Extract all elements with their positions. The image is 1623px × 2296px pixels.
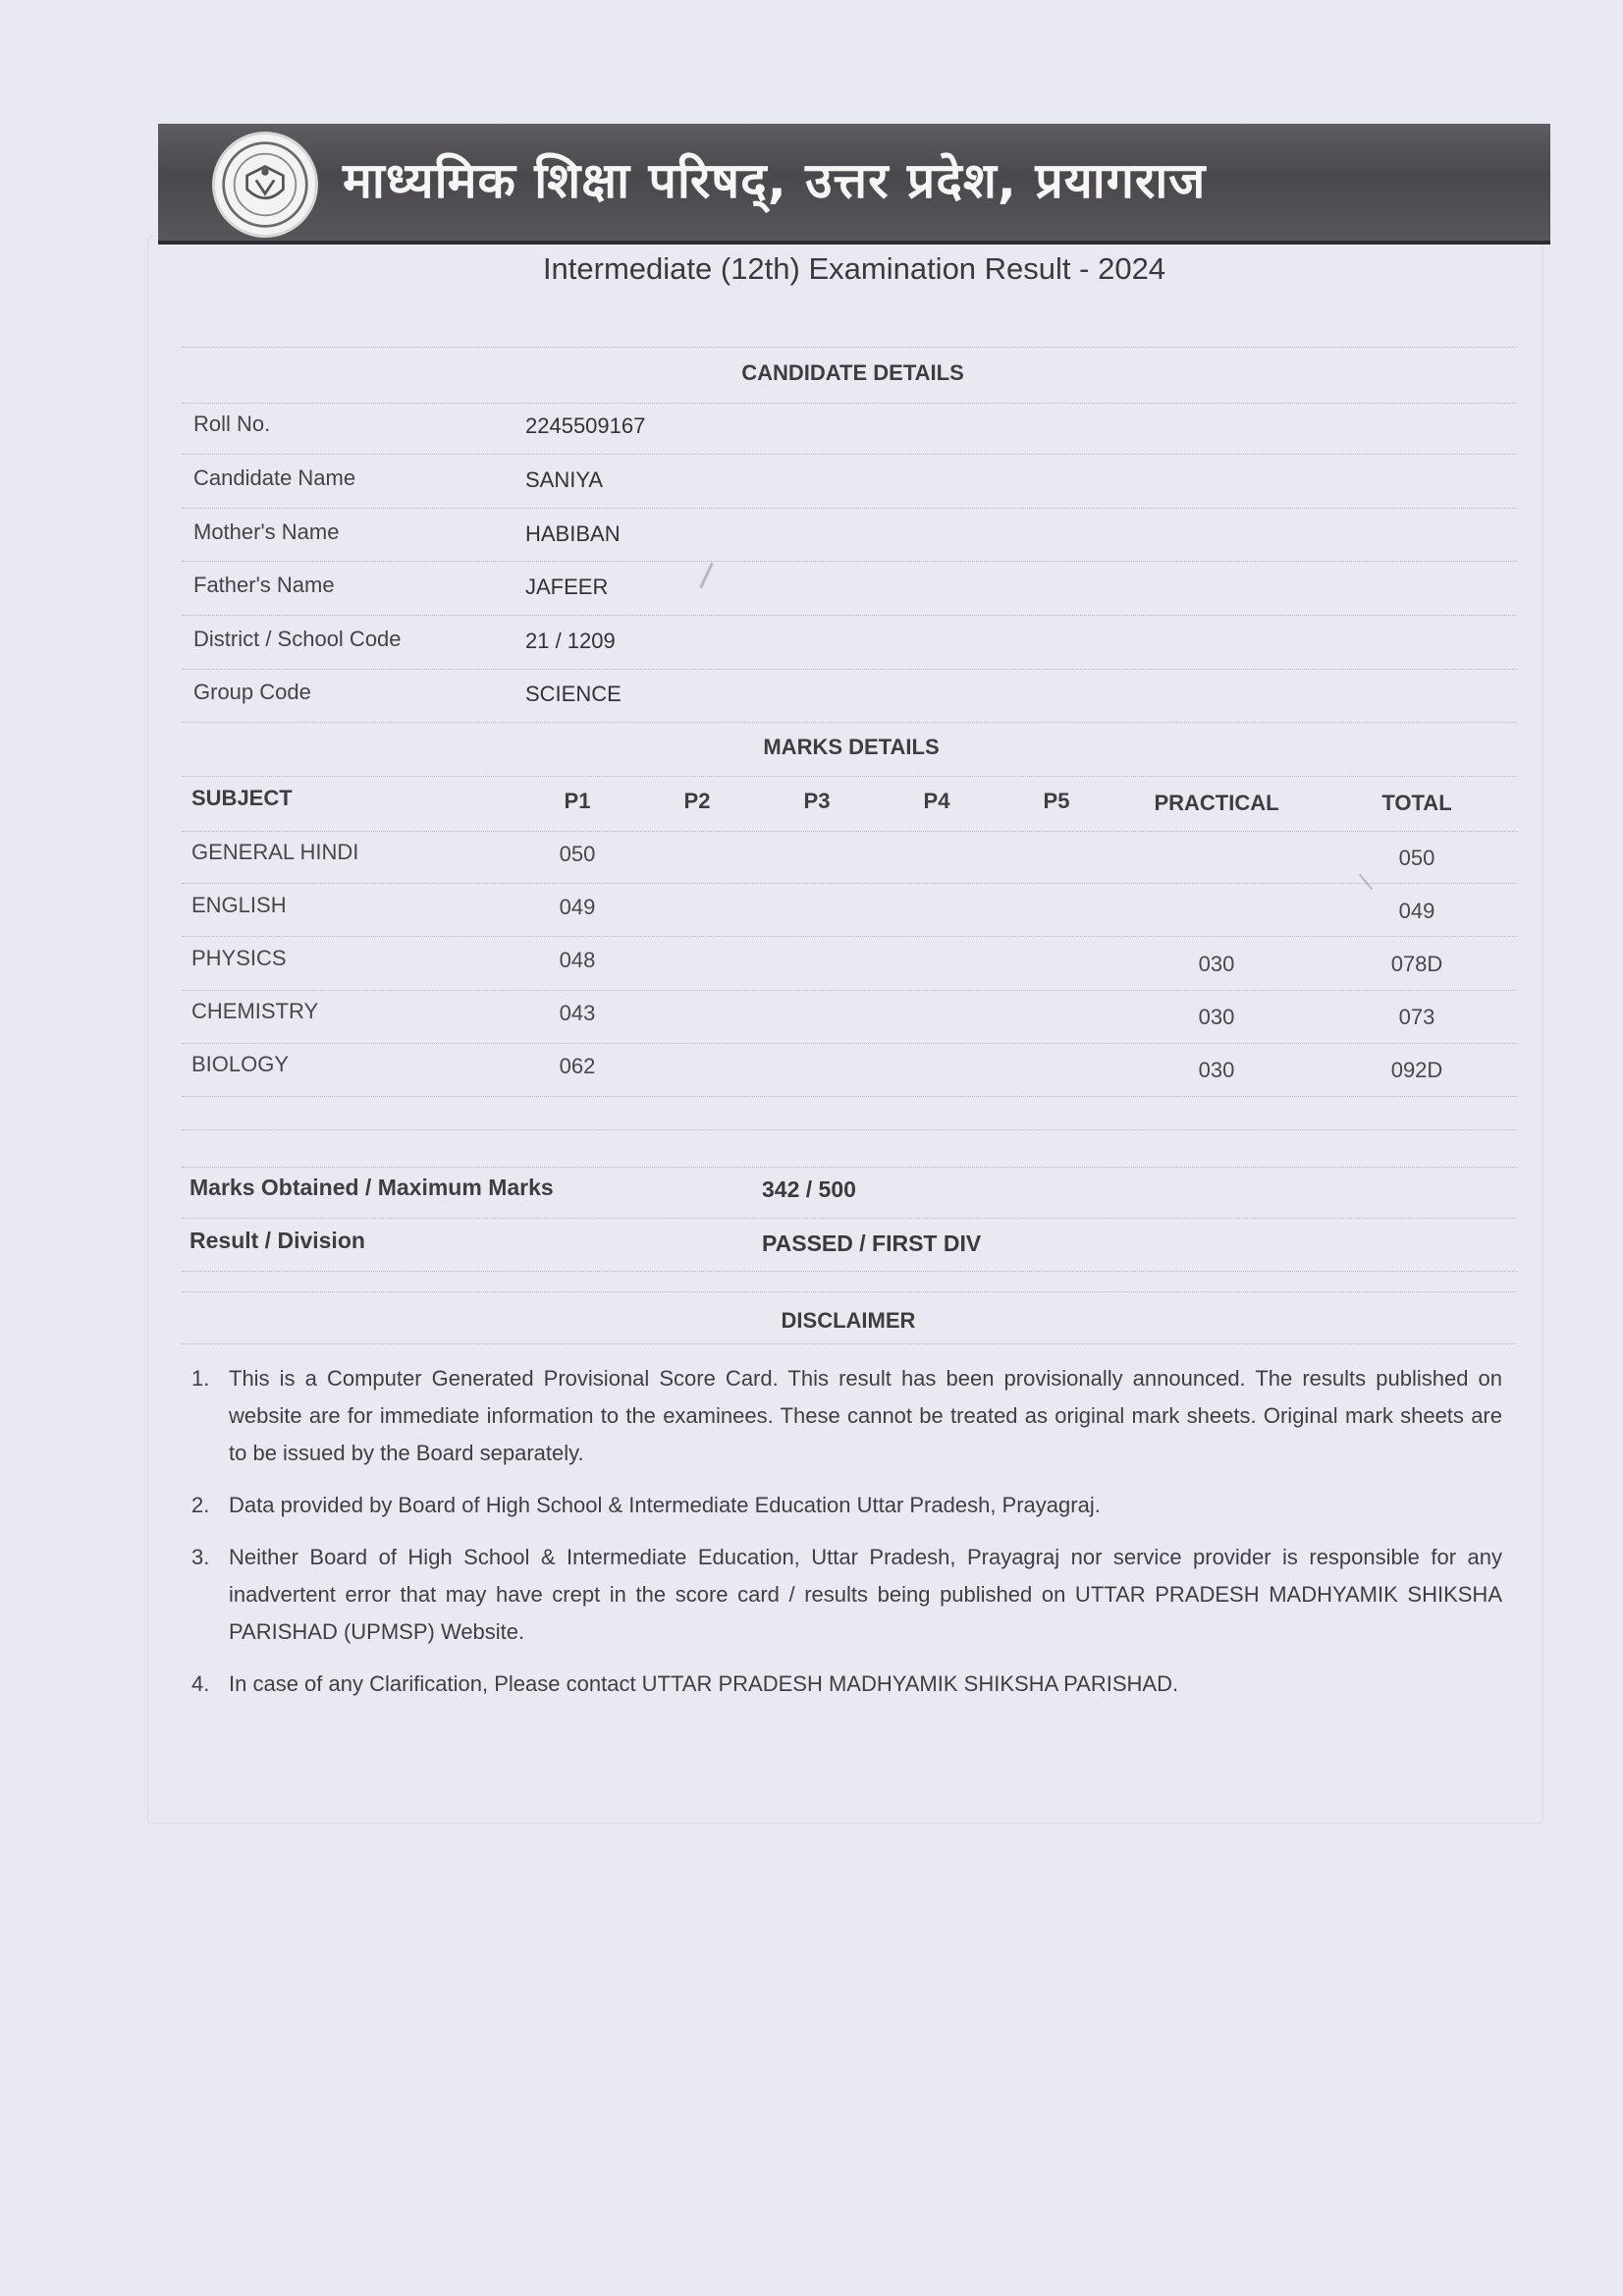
mark-p1: 062	[559, 1054, 596, 1078]
divider	[182, 883, 1517, 884]
col-header-p1: P1	[564, 789, 591, 813]
mark-practical: 030	[1198, 1005, 1235, 1029]
divider	[182, 1043, 1517, 1044]
col-header-total: TOTAL	[1381, 791, 1452, 815]
subject-name: ENGLISH	[191, 893, 287, 917]
col-header-practical: PRACTICAL	[1154, 791, 1279, 815]
disclaimer-item-number: 1.	[191, 1366, 210, 1391]
header-banner	[158, 124, 1550, 245]
result-division-value: PASSED / FIRST DIV	[762, 1230, 982, 1256]
mark-total: 078D	[1390, 952, 1443, 976]
disclaimer-item-text: Neither Board of High School & Intermediate Education, Uttar Pradesh, Prayagraj nor service provider is responsible for any inadvertent error that may have crept in the score card / results being published on UTTAR PRADESH MADHYAMIK SHIKSHA PARISHAD (UPMSP) Website.	[229, 1545, 1502, 1644]
disclaimer-item-number: 3.	[191, 1545, 210, 1569]
roll-number-value: 2245509167	[525, 413, 646, 438]
field-label: Group Code	[193, 680, 311, 704]
divider	[182, 1096, 1517, 1097]
field-label: Candidate Name	[193, 465, 356, 490]
disclaimer-item	[191, 1360, 1502, 1472]
disclaimer-item-text: Data provided by Board of High School & Intermediate Education Uttar Pradesh, Prayagraj.	[229, 1493, 1101, 1517]
marks-obtained-value: 342 / 500	[762, 1176, 856, 1202]
board-name: माध्यमिक शिक्षा परिषद्, उत्तर प्रदेश, प्रयागराज	[343, 152, 1207, 209]
subject-name: BIOLOGY	[191, 1052, 290, 1076]
subject-name: GENERAL HINDI	[191, 840, 359, 864]
divider	[182, 1167, 1517, 1168]
col-header-subject: SUBJECT	[191, 786, 293, 810]
mark-total: 092D	[1390, 1058, 1443, 1082]
mark-total: 050	[1398, 846, 1435, 870]
disclaimer-item-text: In case of any Clarification, Please contact UTTAR PRADESH MADHYAMIK SHIKSHA PARISHAD.	[229, 1671, 1179, 1696]
disclaimer-item-text: This is a Computer Generated Provisional Score Card. This result has been provisionally announced. The results published on website are for immediate information to the examinees. These cannot be treated as original mark sheets. Original mark sheets are to be issued by the Board separately.	[229, 1366, 1502, 1465]
mark-p1: 043	[559, 1001, 596, 1025]
marks-section-title: MARKS DETAILS	[763, 735, 940, 759]
col-header-p2: P2	[683, 789, 711, 813]
subject-name: PHYSICS	[191, 946, 287, 970]
divider	[182, 347, 1517, 348]
disclaimer-item	[191, 1666, 1502, 1703]
subject-name: CHEMISTRY	[191, 999, 319, 1023]
disclaimer-item-number: 4.	[191, 1671, 210, 1696]
divider	[182, 1291, 1517, 1292]
field-label: Roll No.	[193, 411, 271, 436]
divider	[182, 561, 1517, 562]
mark-practical: 030	[1198, 952, 1235, 976]
col-header-p3: P3	[803, 789, 831, 813]
col-header-p5: P5	[1043, 789, 1070, 813]
divider	[182, 776, 1517, 777]
divider	[182, 454, 1517, 455]
disclaimer-list	[191, 1360, 1502, 1718]
divider	[182, 669, 1517, 670]
exam-title: Intermediate (12th) Examination Result - 2024	[542, 251, 1166, 286]
mark-total: 073	[1398, 1005, 1435, 1029]
candidate-section-title: CANDIDATE DETAILS	[741, 360, 964, 385]
upmsp-seal-icon	[212, 132, 318, 238]
divider	[182, 1343, 1517, 1344]
result-division-label: Result / Division	[189, 1228, 365, 1253]
divider	[182, 508, 1517, 509]
group-code-value: SCIENCE	[525, 682, 622, 706]
disclaimer-item-number: 2.	[191, 1493, 210, 1517]
mark-p1: 048	[559, 948, 596, 972]
candidate-name-value: SANIYA	[525, 467, 604, 492]
col-header-p4: P4	[923, 789, 950, 813]
divider	[182, 936, 1517, 937]
marks-obtained-label: Marks Obtained / Maximum Marks	[189, 1175, 554, 1200]
divider	[182, 722, 1517, 723]
father-name-value: JAFEER	[525, 574, 609, 599]
mark-p1: 050	[559, 842, 596, 866]
mark-p1: 049	[559, 895, 596, 919]
divider	[182, 990, 1517, 991]
disclaimer-item	[191, 1487, 1502, 1524]
field-label: Mother's Name	[193, 519, 340, 544]
divider	[182, 1129, 1517, 1130]
field-label: Father's Name	[193, 573, 335, 597]
mother-name-value: HABIBAN	[525, 521, 621, 546]
district-school-code-value: 21 / 1209	[525, 629, 616, 653]
field-label: District / School Code	[193, 627, 402, 651]
disclaimer-item	[191, 1539, 1502, 1651]
mark-practical: 030	[1198, 1058, 1235, 1082]
divider	[182, 615, 1517, 616]
mark-total: 049	[1398, 899, 1435, 923]
divider	[182, 831, 1517, 832]
divider	[182, 403, 1517, 404]
disclaimer-title: DISCLAIMER	[781, 1308, 916, 1333]
divider	[182, 1271, 1517, 1272]
divider	[182, 1218, 1517, 1219]
